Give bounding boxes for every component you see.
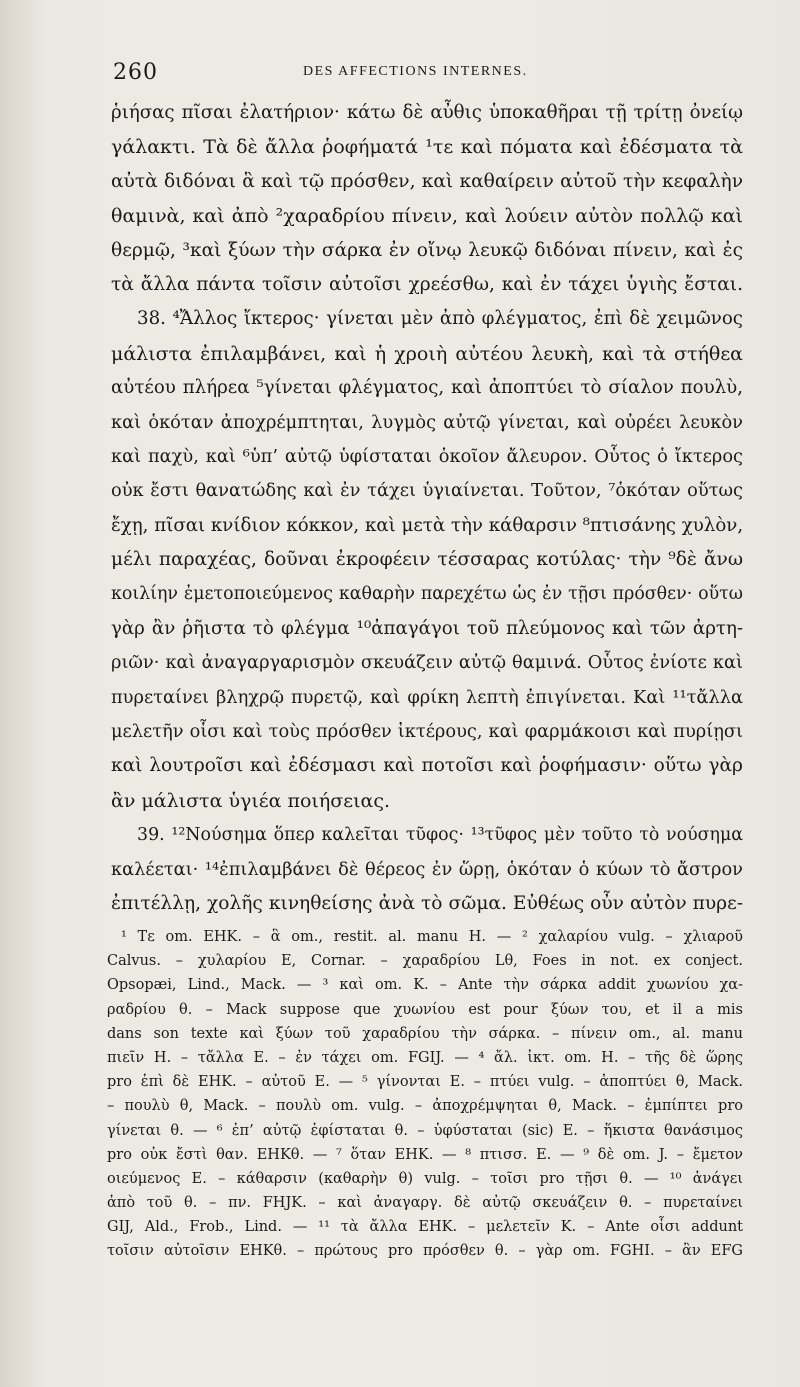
- text-line: ριῶν· καὶ ἀναγαργαρισμὸν σκευάζειν αὐτῷ θαμινά. Οὗτος ἐνίοτε καὶ: [111, 652, 743, 674]
- text-line: γάλακτι. Τὰ δὲ ἄλλα ῥοφήματά ¹τε καὶ πόματα καὶ ἐδέσματα τὰ: [111, 136, 743, 159]
- text-line: αὐτέου πλήρεα ⁵γίνεται φλέγματος, καὶ ἀποπτύει τὸ σίαλον πουλὺ,: [111, 377, 743, 399]
- text-line: ἔχῃ, πῖσαι κνίδιον κόκκον, καὶ μετὰ τὴν κάθαρσιν ⁸πτισάνης χυλὸν,: [111, 514, 744, 536]
- footnote-line: τοῖσιν αὐτοῖσιν EHKθ. – πρώτους pro πρόσθεν θ. – γὰρ om. FGHI. – ἂν EFG: [107, 1243, 743, 1260]
- section-38-start: 38. ⁴Ἄλλος ἴκτερος· γίνεται μὲν ἀπὸ φλέγματος, ἐπὶ δὲ χειμῶνος: [137, 308, 743, 330]
- footnote-line: ἀπὸ τοῦ θ. – πν. FHJK. – καὶ ἀναγαργ. δὲ αὐτῷ σκευάζειν θ. – πυρεταίνει: [107, 1195, 743, 1212]
- text-line: καὶ παχὺ, καὶ ⁶ὑπ’ αὐτῷ ὑφίσταται ὁκοῖον ἄλευρον. Οὗτος ὁ ἴκτερος: [111, 445, 743, 467]
- footnote-line: γίνεται θ. — ⁶ ἐπ’ αὐτῷ ἐφίσταται θ. – ὑφύσταται (sic) E. – ἥκιστα θανάσιμος: [107, 1122, 743, 1139]
- text-line: ἂν μάλιστα ὑγιέα ποιήσειας.: [111, 789, 391, 812]
- text-line: μάλιστα ἐπιλαμβάνει, καὶ ἡ χροιὴ αὐτέου λευκὴ, καὶ τὰ στήθεα: [111, 342, 743, 365]
- text-line: κοιλίην ἐμετοποιεύμενος καθαρὴν παρεχέτω ὡς ἐν τῇσι πρόσθεν· οὕτω: [111, 584, 743, 605]
- main-text: [111, 96, 743, 921]
- footnote-line: ραδρίου θ. – Mack suppose que χυωνίου est pour ξύων του, et il a mis: [107, 1001, 743, 1018]
- page-number: 260: [113, 60, 158, 85]
- text-line: καὶ ὁκόταν ἀποχρέμπτηται, λυγμὸς αὐτῷ γίνεται, καὶ οὐρέει λευκὸν: [111, 411, 743, 433]
- footnote-line: pro ἐπὶ δὲ EHK. – αὐτοῦ E. — ⁵ γίνονται E. – πτύει vulg. – ἀποπτύει θ, Mack.: [107, 1074, 743, 1091]
- page-header: [113, 60, 753, 90]
- text-line: πυρεταίνει βληχρῷ πυρετῷ, καὶ φρίκη λεπτὴ ἐπιγίνεται. Καὶ ¹¹τἄλλα: [111, 686, 743, 708]
- text-line: καὶ λουτροῖσι καὶ ἐδέσμασι καὶ ποτοῖσι καὶ ῥοφήμασιν· οὕτω γὰρ: [111, 755, 743, 777]
- footnote-line: pro οὐκ ἔστὶ θαν. EHKθ. — ⁷ ὅταν EHK. — ⁸ πτισσ. E. — ⁹ δὲ om. J. – ἔμετον: [107, 1146, 743, 1163]
- text-line: ῥιήσας πῖσαι ἐλατήριον· κάτω δὲ αὖθις ὑποκαθῆραι τῇ τρίτῃ ὀνείῳ: [111, 102, 743, 123]
- text-line: μελετῆν οἷσι καὶ τοὺς πρόσθεν ἰκτέρους, καὶ φαρμάκοισι καὶ πυρίῃσι: [111, 721, 743, 743]
- text-line: αὐτὰ διδόναι ἃ καὶ τῷ πρόσθεν, καὶ καθαίρειν αὐτοῦ τὴν κεφαλὴν: [111, 170, 743, 192]
- footnote-line: GIJ, Ald., Frob., Lind. — ¹¹ τὰ ἄλλα EHK. – μελετεῖν K. – Ante οἷσι addunt: [107, 1219, 743, 1236]
- text-line: τὰ ἄλλα πάντα τοῖσιν αὐτοῖσι χρεέσθω, καὶ ἐν τάχει ὑγιὴς ἔσται.: [111, 273, 743, 295]
- text-line: καλέεται· ¹⁴ἐπιλαμβάνει δὲ θέρεος ἐν ὥρῃ, ὁκόταν ὁ κύων τὸ ἄστρον: [111, 858, 743, 880]
- footnote-line: πιεῖν H. – τἄλλα E. – ἐν τάχει om. FGIJ. — ⁴ ἄλ. ἰκτ. om. H. – τῆς δὲ ὥρης: [107, 1049, 743, 1066]
- text-line: μέλι παραχέας, δοῦναι ἐκροφέειν τέσσαρας κοτύλας· τὴν ⁹δὲ ἄνω: [111, 549, 743, 571]
- footnote-line: ¹ Τε om. EHK. – ἃ om., restit. al. manu H. — ² χαλαρίου vulg. – χλιαροῦ: [121, 929, 743, 945]
- footnote-line: οιεύμενος E. – κάθαρσιν (καθαρὴν θ) vulg. – τοῖσι pro τῇσι θ. — ¹⁰ ἀνάγει: [107, 1170, 743, 1187]
- text-line: θαμινὰ, καὶ ἀπὸ ²χαραδρίου πίνειν, καὶ λούειν αὐτὸν πολλῷ καὶ: [111, 205, 743, 228]
- text-line: γὰρ ἂν ῥῆιστα τὸ φλέγμα ¹⁰ἀπαγάγοι τοῦ πλεύμονος καὶ τῶν ἀρτη-: [111, 617, 743, 639]
- running-head: DES AFFECTIONS INTERNES.: [303, 64, 528, 79]
- section-39-start: 39. ¹²Νούσημα ὅπερ καλεῖται τῦφος· ¹³τῦφος μὲν τοῦτο τὸ νούσημα: [137, 825, 743, 846]
- footnote-line: Opsopæi, Lind., Mack. — ³ καὶ om. K. – Ante τὴν σάρκα addit χυωνίου χα-: [107, 977, 743, 994]
- footnote-line: Calvus. – χυλαρίου E, Cornar. – χαραδρίου Lθ, Foes in not. ex conject.: [107, 953, 743, 970]
- footnote-line: dans son texte καὶ ξύων τοῦ χαραδρίου τὴν σάρκα. – πίνειν om., al. manu: [107, 1025, 743, 1042]
- text-line: ἐπιτέλλῃ, χολῆς κινηθείσης ἀνὰ τὸ σῶμα. Εὐθέως οὖν αὐτὸν πυρε-: [111, 892, 743, 914]
- text-line: οὐκ ἔστι θανατώδης καὶ ἐν τάχει ὑγιαίνεται. Τοῦτον, ⁷ὁκόταν οὕτως: [111, 480, 743, 502]
- footnotes: [107, 925, 743, 1264]
- text-line: θερμῷ, ³καὶ ξύων τὴν σάρκα ἐν οἴνῳ λευκῷ διδόναι πίνειν, καὶ ἐς: [111, 239, 743, 261]
- footnote-line: – πουλὺ θ, Mack. – πουλὺ om. vulg. – ἀποχρέμψηται θ, Mack. – ἐμπίπτει pro: [107, 1098, 743, 1115]
